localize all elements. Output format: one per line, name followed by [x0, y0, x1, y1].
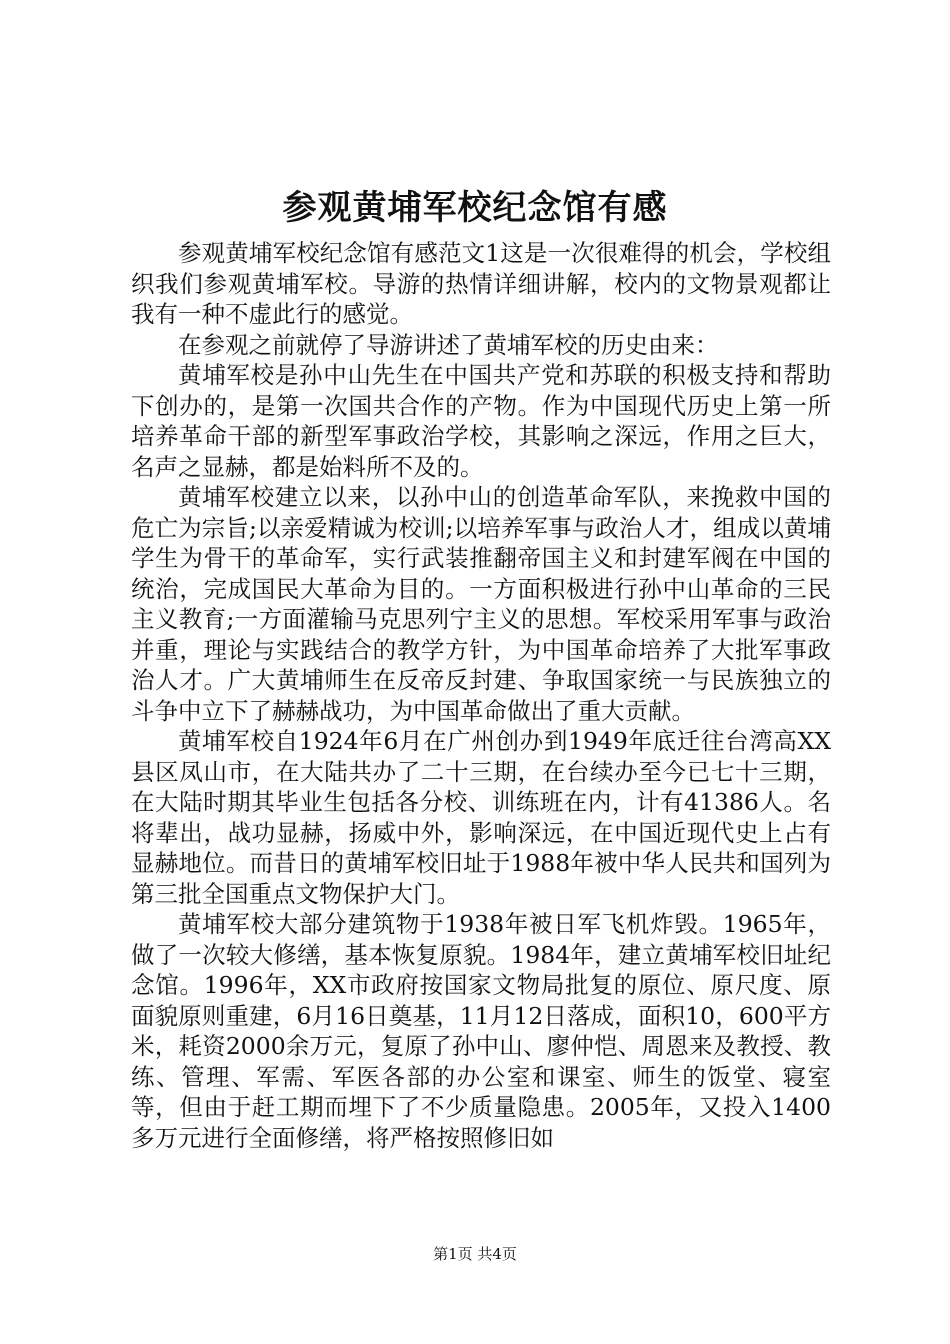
page-number-footer: 第1页 共4页 — [433, 1245, 517, 1263]
paragraph: 在参观之前就停了导游讲述了黄埔军校的历史由来： — [178, 330, 719, 359]
paragraph: 黄埔军校建立以来，以孙中山的创造革命军队，来挽救中国的危亡为宗旨;以亲爱精诚为校训;以培养军事与政治人才，组成以黄埔学生为骨干的革命军，实行武装推翻帝国主义和封建军阀在中国的统治，完成国民大革命为目的。一方面积极进行孙中山革命的三民主义教育;一方面灌输马克思列宁主义的思想。军校采用军事与政治并重，理论与实践结合的教学方针，为中国革命培养了大批军事政治人才。广大黄埔师生在反帝反封建、争取国家统一与民族独立的斗争中立下了赫赫战功，为中国革命做出了重大贡献。 — [131, 483, 831, 725]
paragraph: 黄埔军校大部分建筑物于1938年被日军飞机炸毁。1965年，做了一次较大修缮，基本恢复原貌。1984年，建立黄埔军校旧址纪念馆。1996年，XX市政府按国家文物局批复的原位、原尺度、原面貌原则重建，6月16日奠基，11月12日落成，面积10，600平方米，耗资2000余万元，复原了孙中山、廖仲恺、周恩来及教授、教练、管理、军需、军医各部的办公室和课室、师生的饭堂、寝室等，但由于赶工期而埋下了不少质量隐患。2005年，又投入1400多万元进行全面修缮，将严格按照修旧如 — [131, 910, 831, 1152]
paragraph: 黄埔军校是孙中山先生在中国共产党和苏联的积极支持和帮助下创办的，是第一次国共合作的产物。作为中国现代历史上第一所培养革命干部的新型军事政治学校，其影响之深远，作用之巨大，名声之显赫，都是始料所不及的。 — [131, 361, 831, 481]
paragraph: 参观黄埔军校纪念馆有感范文1这是一次很难得的机会，学校组织我们参观黄埔军校。导游的热情详细讲解，校内的文物景观都让我有一种不虚此行的感觉。 — [131, 239, 831, 328]
paragraph: 黄埔军校自1924年6月在广州创办到1949年底迁往台湾高XX县区凤山市，在大陆共办了二十三期，在台续办至今已七十三期，在大陆时期其毕业生包括各分校、训练班在内，计有41386人。名将辈出，战功显赫，扬威中外，影响深远，在中国近现代史上占有显赫地位。而昔日的黄埔军校旧址于1988年被中华人民共和国列为第三批全国重点文物保护大门。 — [131, 727, 831, 908]
document-title: 参观黄埔军校纪念馆有感 — [282, 188, 668, 228]
document-body — [131, 238, 831, 1153]
